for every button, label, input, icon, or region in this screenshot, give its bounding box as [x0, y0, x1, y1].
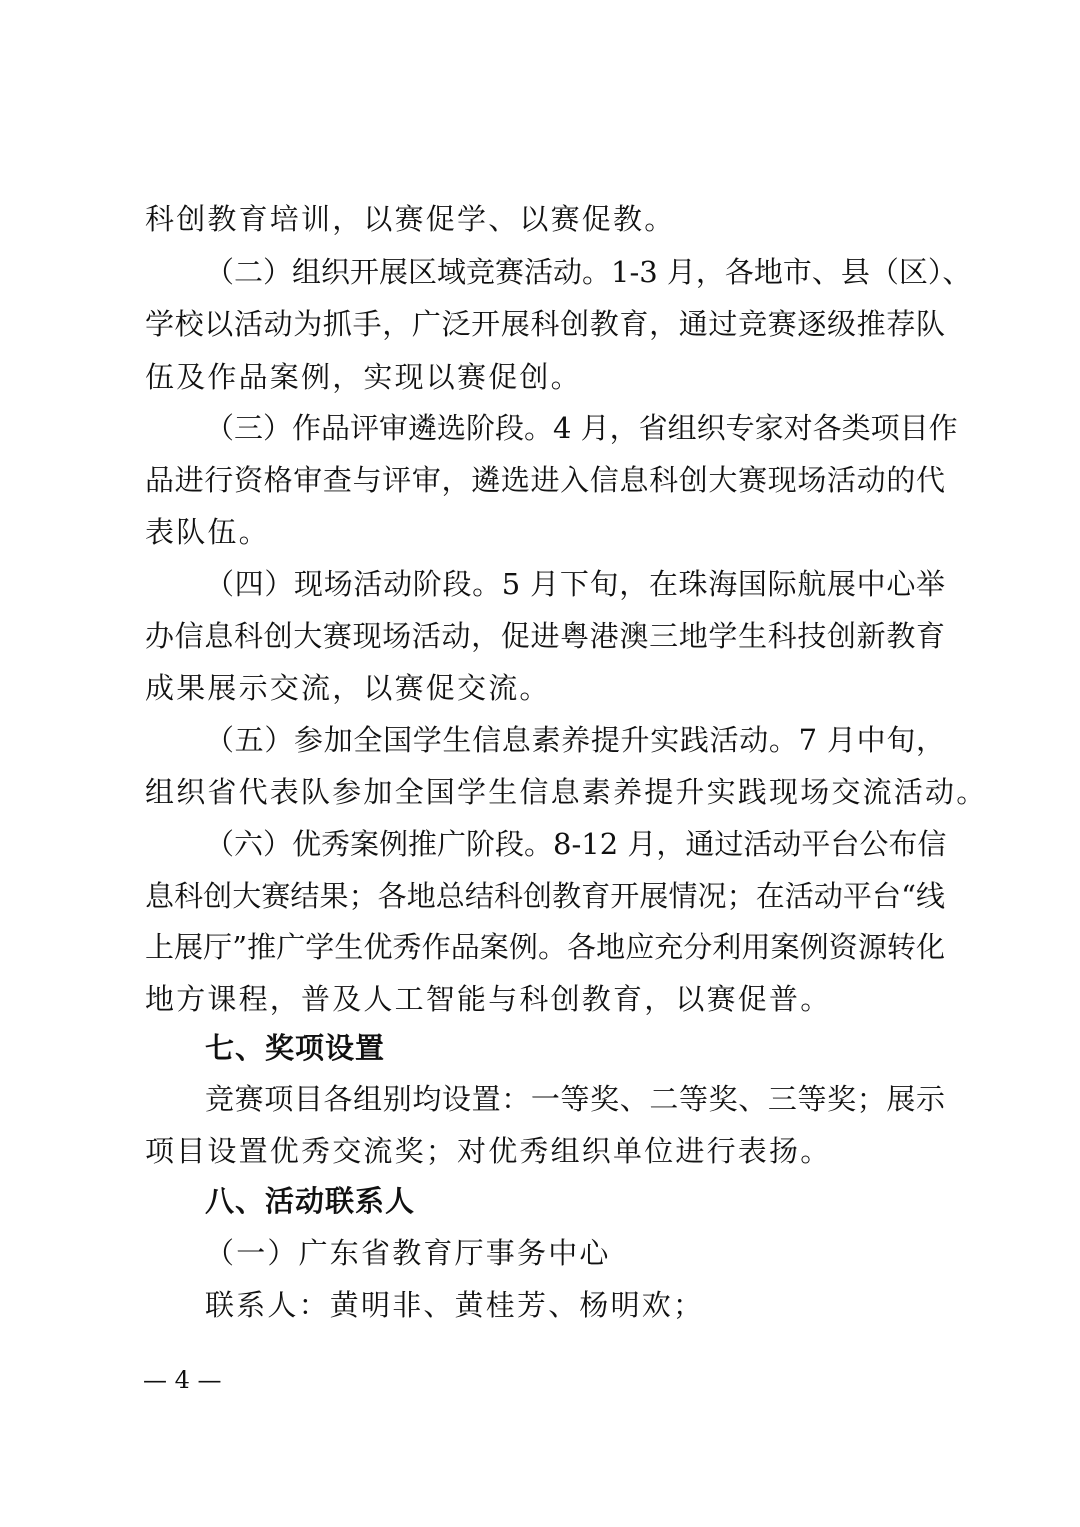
paragraph-line: 表队伍。: [145, 515, 270, 549]
paragraph-line: 上展厅”推广学生优秀作品案例。各地应充分利用案例资源转化: [145, 930, 945, 964]
paragraph-line: （三）作品评审遴选阶段。4 月，省组织专家对各类项目作: [205, 411, 958, 445]
paragraph-line: 联系人：黄明非、黄桂芳、杨明欢；: [205, 1288, 705, 1322]
paragraph-line: （五）参加全国学生信息素养提升实践活动。7 月中旬，: [205, 723, 945, 757]
section-heading-contacts: 八、活动联系人: [205, 1184, 416, 1218]
paragraph-line: 成果展示交流，以赛促交流。: [145, 671, 551, 705]
paragraph-line: （一）广东省教育厅事务中心: [205, 1236, 611, 1270]
paragraph-line: （四）现场活动阶段。5 月下旬，在珠海国际航展中心举: [205, 567, 945, 601]
paragraph-line: （二）组织开展区域竞赛活动。1-3 月，各地市、县（区）、: [205, 255, 972, 289]
paragraph-line: 项目设置优秀交流奖；对优秀组织单位进行表扬。: [145, 1134, 832, 1168]
paragraph-line: 竞赛项目各组别均设置：一等奖、二等奖、三等奖；展示: [205, 1082, 945, 1116]
paragraph-line: 地方课程，普及人工智能与科创教育，以赛促普。: [145, 982, 832, 1016]
paragraph-line: 息科创大赛结果；各地总结科创教育开展情况；在活动平台“线: [145, 879, 945, 913]
paragraph-line: 品进行资格审查与评审，遴选进入信息科创大赛现场活动的代: [145, 463, 945, 497]
paragraph-line: 科创教育培训，以赛促学、以赛促教。: [145, 202, 676, 236]
section-heading-awards: 七、奖项设置: [205, 1031, 386, 1065]
page-number: — 4 —: [143, 1366, 222, 1394]
paragraph-line: 办信息科创大赛现场活动，促进粤港澳三地学生科技创新教育: [145, 619, 945, 653]
paragraph-line: （六）优秀案例推广阶段。8-12 月，通过活动平台公布信: [205, 827, 947, 861]
paragraph-line: 学校以活动为抓手，广泛开展科创教育，通过竞赛逐级推荐队: [145, 307, 945, 341]
paragraph-line: 伍及作品案例，实现以赛促创。: [145, 360, 582, 394]
paragraph-line: 组织省代表队参加全国学生信息素养提升实践现场交流活动。: [145, 775, 988, 809]
